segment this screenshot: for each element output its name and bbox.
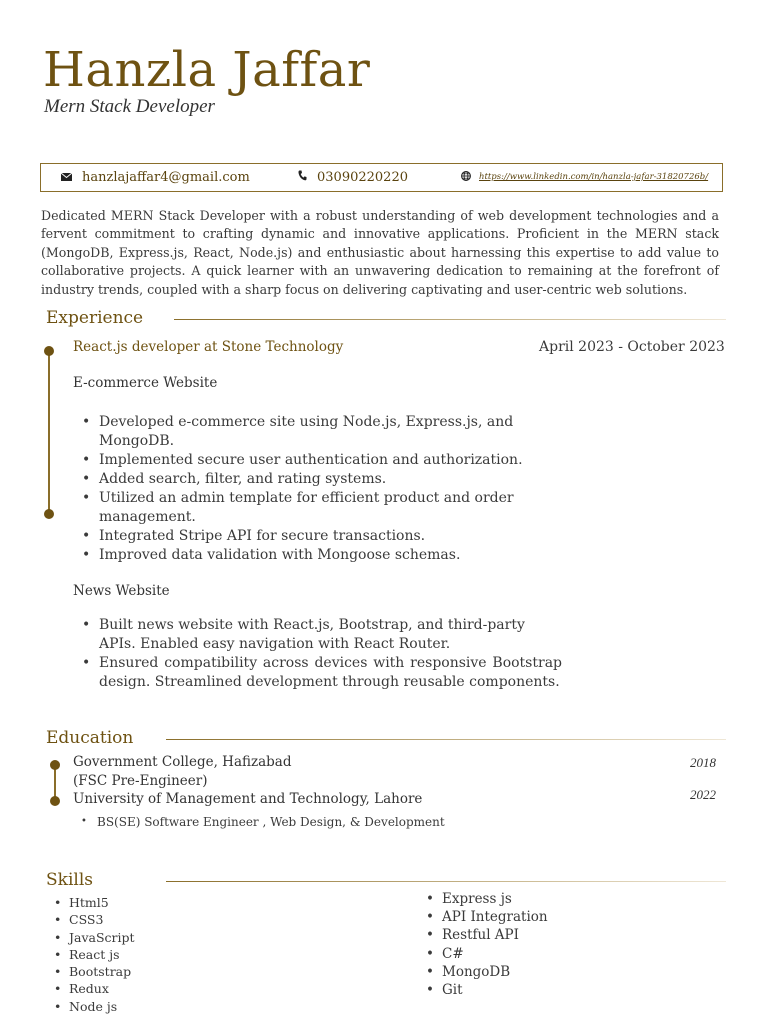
timeline-dot [50, 796, 60, 806]
skills-heading: Skills [46, 870, 93, 890]
envelope-icon [61, 170, 72, 185]
education-institution: Government College, Hafizabad [73, 754, 292, 770]
contact-linkedin[interactable] [461, 164, 708, 190]
skills-list-right [426, 890, 548, 999]
list-item: • MongoDB [426, 963, 511, 980]
education-year: 2022 [690, 787, 716, 802]
timeline-dot [50, 760, 60, 770]
list-item: • C# [426, 945, 464, 962]
list-item: • Restful API [426, 927, 519, 944]
list-item: • API Integration [426, 909, 548, 926]
education-bullets [81, 814, 445, 830]
list-item: • Built news website with React.js, Bootstrap, and third-party APIs. Enabled easy navigation with React Router. [82, 617, 525, 652]
phone-icon [298, 170, 307, 185]
globe-icon [461, 171, 471, 184]
job-dates: April 2023 - October 2023 [539, 339, 725, 355]
timeline-dot [44, 509, 54, 519]
email-text: hanzlajaffar4@gmail.com [82, 169, 250, 185]
project-bullets [82, 616, 562, 692]
education-heading: Education [46, 728, 134, 748]
list-item: • Integrated Stripe API for secure transactions. [82, 528, 426, 544]
phone-text: 03090220220 [317, 169, 408, 185]
skills-list-left [54, 894, 135, 1015]
profile-summary: Dedicated MERN Stack Developer with a robust understanding of web development technologies and a fervent commitment to crafting dynamic and innovative applications. Proficient in the MERN stack (MongoDB, Express.js, React, Node.js) and enthusiastic about harnessing this expertise to add value to collaborative projects. A quick learner with an unwavering dedication to remaining at the forefront of industry trends, coupled with a sharp focus on delivering captivating and user-centric web solutions. [41, 208, 719, 297]
list-item: • Redux [54, 981, 109, 997]
contact-email[interactable] [61, 164, 250, 190]
experience-timeline-line [48, 352, 50, 514]
list-item: • Git [426, 982, 463, 999]
list-item: • Implemented secure user authentication and authorization. [82, 452, 523, 468]
job-title: React.js developer at Stone Technology [73, 339, 344, 355]
project-bullets [82, 413, 529, 565]
candidate-name: Hanzla Jaffar [43, 42, 371, 98]
list-item: • Improved data validation with Mongoose schemas. [82, 547, 461, 563]
linkedin-link[interactable]: https://www.linkedin.com/in/hanzla-jafar-31820726b/ [479, 172, 709, 182]
list-item: • BS(SE) Software Engineer , Web Design, & Development [81, 815, 445, 829]
list-item: • Node js [54, 998, 118, 1014]
experience-divider [174, 319, 726, 320]
list-item: • Html5 [54, 895, 109, 910]
project-name: E-commerce Website [73, 375, 218, 391]
candidate-role: Mern Stack Developer [44, 96, 215, 117]
list-item: • Ensured compatibility across devices with responsive Bootstrap design. Streamlined development through reusable components. [82, 655, 562, 690]
education-institution: University of Management and Technology, Lahore [73, 791, 423, 807]
list-item: • Bootstrap [54, 964, 132, 980]
contact-bar [40, 163, 723, 192]
contact-phone[interactable] [298, 164, 408, 190]
list-item: • CSS3 [54, 912, 104, 928]
list-item: • Added search, filter, and rating systems. [82, 471, 387, 487]
education-divider [166, 739, 726, 740]
education-year: 2018 [690, 755, 716, 770]
education-detail: (FSC Pre-Engineer) [73, 773, 208, 789]
timeline-dot [44, 346, 54, 356]
list-item: • Utilized an admin template for efficient product and order management. [82, 490, 514, 525]
skills-divider [166, 881, 726, 882]
list-item: • Developed e-commerce site using Node.js, Express.js, and MongoDB. [82, 414, 514, 449]
list-item: • JavaScript [54, 929, 135, 945]
list-item: • Express js [426, 891, 512, 907]
experience-heading: Experience [46, 308, 144, 328]
project-name: News Website [73, 583, 170, 599]
list-item: • React js [54, 946, 120, 962]
